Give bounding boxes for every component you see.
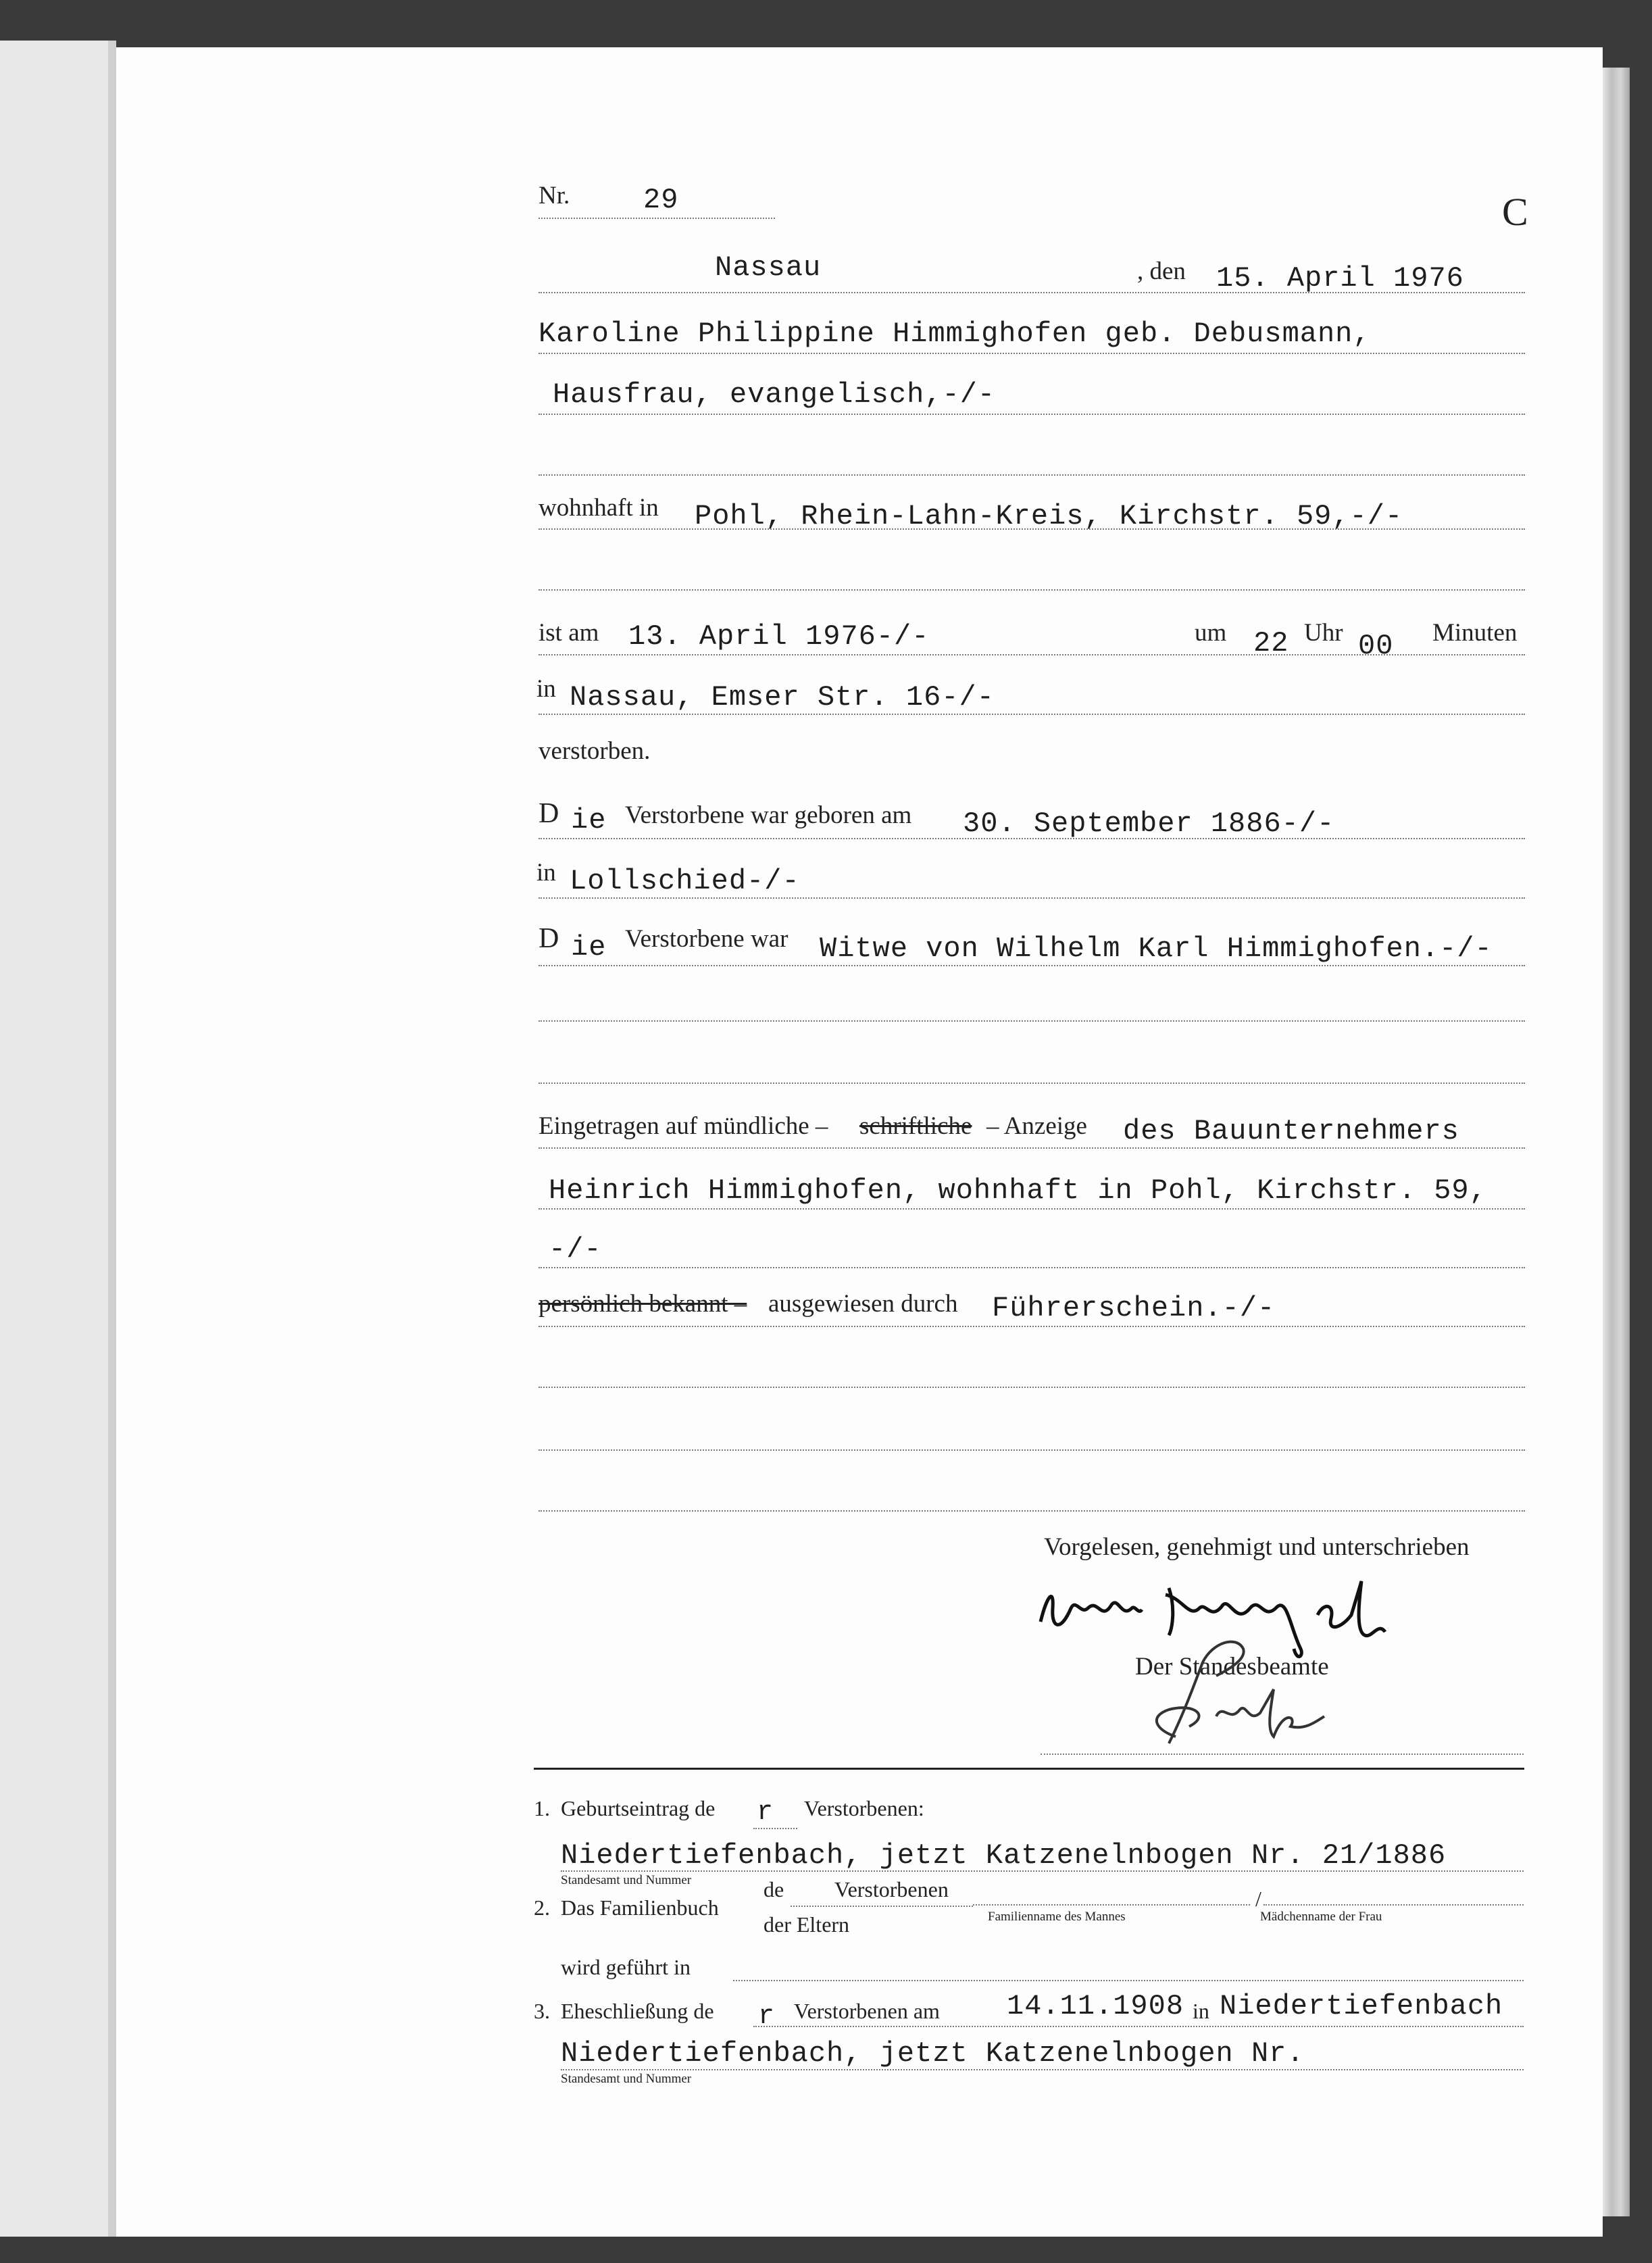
maedchenname-line — [1263, 1904, 1524, 1906]
familienname-label: Familienname des Mannes — [988, 1910, 1126, 1924]
death-hour: 22 — [1253, 627, 1289, 660]
struck-bekannt: persönlich bekannt – — [539, 1290, 747, 1318]
item2-slash: / — [1255, 1887, 1261, 1911]
id-document: Führerschein.-/- — [992, 1292, 1276, 1324]
item2-label: Das Familienbuch — [561, 1895, 719, 1920]
geboren-label: Verstorbene war geboren am — [625, 801, 912, 829]
standesamt-label-1: Standesamt und Nummer — [561, 1873, 692, 1887]
item1-suffix: Verstorbenen: — [804, 1796, 924, 1820]
informant-line-3-rule — [539, 1267, 1525, 1268]
birth-entry-line — [561, 1870, 1524, 1872]
item3-label: Eheschließung de — [561, 1999, 714, 2023]
ist-am-label: ist am — [539, 619, 599, 647]
deceased-name: Karoline Philippine Himmighofen geb. Debusmann, — [539, 318, 1371, 350]
blank-line-6 — [539, 1449, 1525, 1451]
wird-gefuehrt-label: wird geführt in — [561, 1955, 691, 1979]
item1-article-line — [753, 1828, 797, 1829]
registrar-line — [1041, 1754, 1524, 1755]
blank-line-1 — [539, 474, 1525, 476]
registrar-signature — [1128, 1635, 1331, 1757]
item3-number: 3. — [534, 1999, 550, 2023]
page-stack-edge — [1603, 68, 1630, 2216]
item1-article: r — [757, 1797, 774, 1828]
id-line — [539, 1326, 1525, 1327]
article-1: ie — [571, 804, 607, 837]
informant-line-2-rule — [539, 1208, 1525, 1210]
war-label: Verstorbene war — [625, 925, 789, 953]
maedchenname-label: Mädchenname der Frau — [1260, 1910, 1382, 1924]
vorgelesen-label: Vorgelesen, genehmigt und unterschrieben — [1044, 1533, 1470, 1561]
left-page — [0, 41, 110, 2237]
item2-verstorbenen: Verstorbenen — [834, 1877, 949, 1901]
deceased-occupation: Hausfrau, evangelisch,-/- — [553, 378, 996, 411]
item1-label: Geburtseintrag de — [561, 1796, 716, 1820]
den-label: , den — [1137, 257, 1186, 285]
blank-line-2 — [539, 589, 1525, 591]
marriage-entry-line — [561, 2069, 1524, 2070]
birth-entry-ref: Niedertiefenbach, jetzt Katzenelnbogen Nr. 21/1886 — [561, 1839, 1447, 1872]
eingetragen-label: Eingetragen auf mündliche – — [539, 1112, 828, 1140]
item2-number: 2. — [534, 1895, 550, 1920]
birth-date: 30. September 1886-/- — [963, 807, 1335, 840]
item3-line — [753, 2026, 1524, 2027]
uhr-label: Uhr — [1304, 619, 1343, 647]
blank-line-7 — [539, 1510, 1525, 1512]
in-label-2: in — [536, 859, 556, 887]
verstorben-label: verstorben. — [539, 737, 651, 765]
blank-line-3 — [539, 1020, 1525, 1022]
birth-place: Lollschied-/- — [570, 865, 800, 897]
informant-line-1-rule — [539, 1147, 1525, 1149]
wird-gefuehrt-line — [733, 1980, 1524, 1981]
nr-label: Nr. — [539, 182, 570, 209]
residence-line — [539, 528, 1525, 530]
standesamt-label-2: Standesamt und Nummer — [561, 2072, 692, 2086]
birth-date-line — [539, 838, 1525, 839]
informant-line-3: -/- — [549, 1233, 602, 1266]
item2-de: de — [764, 1877, 784, 1901]
item3-in: in — [1193, 1999, 1209, 2023]
book-gutter — [108, 41, 116, 2237]
death-minutes: 00 — [1358, 630, 1394, 662]
death-place: Nassau, Emser Str. 16-/- — [570, 681, 995, 714]
death-time-line — [539, 654, 1525, 655]
anzeige-label: – Anzeige — [986, 1112, 1087, 1140]
standesbeamte-label: Der Standesbeamte — [1135, 1653, 1329, 1681]
informant-line-1: des Bauunternehmers — [1123, 1115, 1459, 1147]
death-date: 13. April 1976-/- — [628, 620, 930, 653]
residence: Pohl, Rhein-Lahn-Kreis, Kirchstr. 59,-/- — [695, 500, 1403, 532]
wohnhaft-label: wohnhaft in — [539, 494, 659, 522]
struck-schriftliche: schriftliche — [859, 1112, 972, 1140]
marriage-date: 14.11.1908 — [1007, 1990, 1184, 2022]
in-label: in — [536, 675, 556, 703]
entry-number: 29 — [643, 184, 679, 216]
birth-place-line — [539, 897, 1525, 899]
ausgewiesen-label: ausgewiesen durch — [768, 1290, 958, 1318]
item2-de-line — [791, 1906, 973, 1907]
name-line — [539, 353, 1525, 354]
item3-verstorbenen: Verstorbenen am — [794, 1999, 940, 2023]
section-divider — [534, 1768, 1524, 1770]
blank-line-4 — [539, 1083, 1525, 1084]
article-2: ie — [571, 931, 607, 964]
marital-status: Witwe von Wilhelm Karl Himmighofen.-/- — [820, 932, 1493, 965]
minuten-label: Minuten — [1432, 619, 1518, 647]
item1-number: 1. — [534, 1796, 550, 1820]
place-date-line — [539, 292, 1525, 293]
marriage-entry-ref: Niedertiefenbach, jetzt Katzenelnbogen Nr. — [561, 2037, 1305, 2070]
form-letter: C — [1502, 190, 1528, 234]
death-place-line — [539, 714, 1525, 715]
familienname-line — [973, 1904, 1250, 1906]
occupation-line — [539, 414, 1525, 415]
um-label: um — [1195, 619, 1227, 647]
registry-date: 15. April 1976 — [1216, 262, 1464, 295]
nr-line — [539, 218, 775, 219]
informant-line-2: Heinrich Himmighofen, wohnhaft in Pohl, Kirchstr. 59, — [549, 1174, 1487, 1207]
d-prefix-2: D — [539, 923, 559, 954]
item3-article: r — [758, 2001, 775, 2032]
marriage-place: Niedertiefenbach — [1220, 1990, 1503, 2022]
status-line — [539, 965, 1525, 966]
item2-eltern: der Eltern — [764, 1912, 850, 1937]
registry-place: Nassau — [715, 251, 822, 284]
blank-line-5 — [539, 1387, 1525, 1388]
d-prefix: D — [539, 798, 559, 829]
